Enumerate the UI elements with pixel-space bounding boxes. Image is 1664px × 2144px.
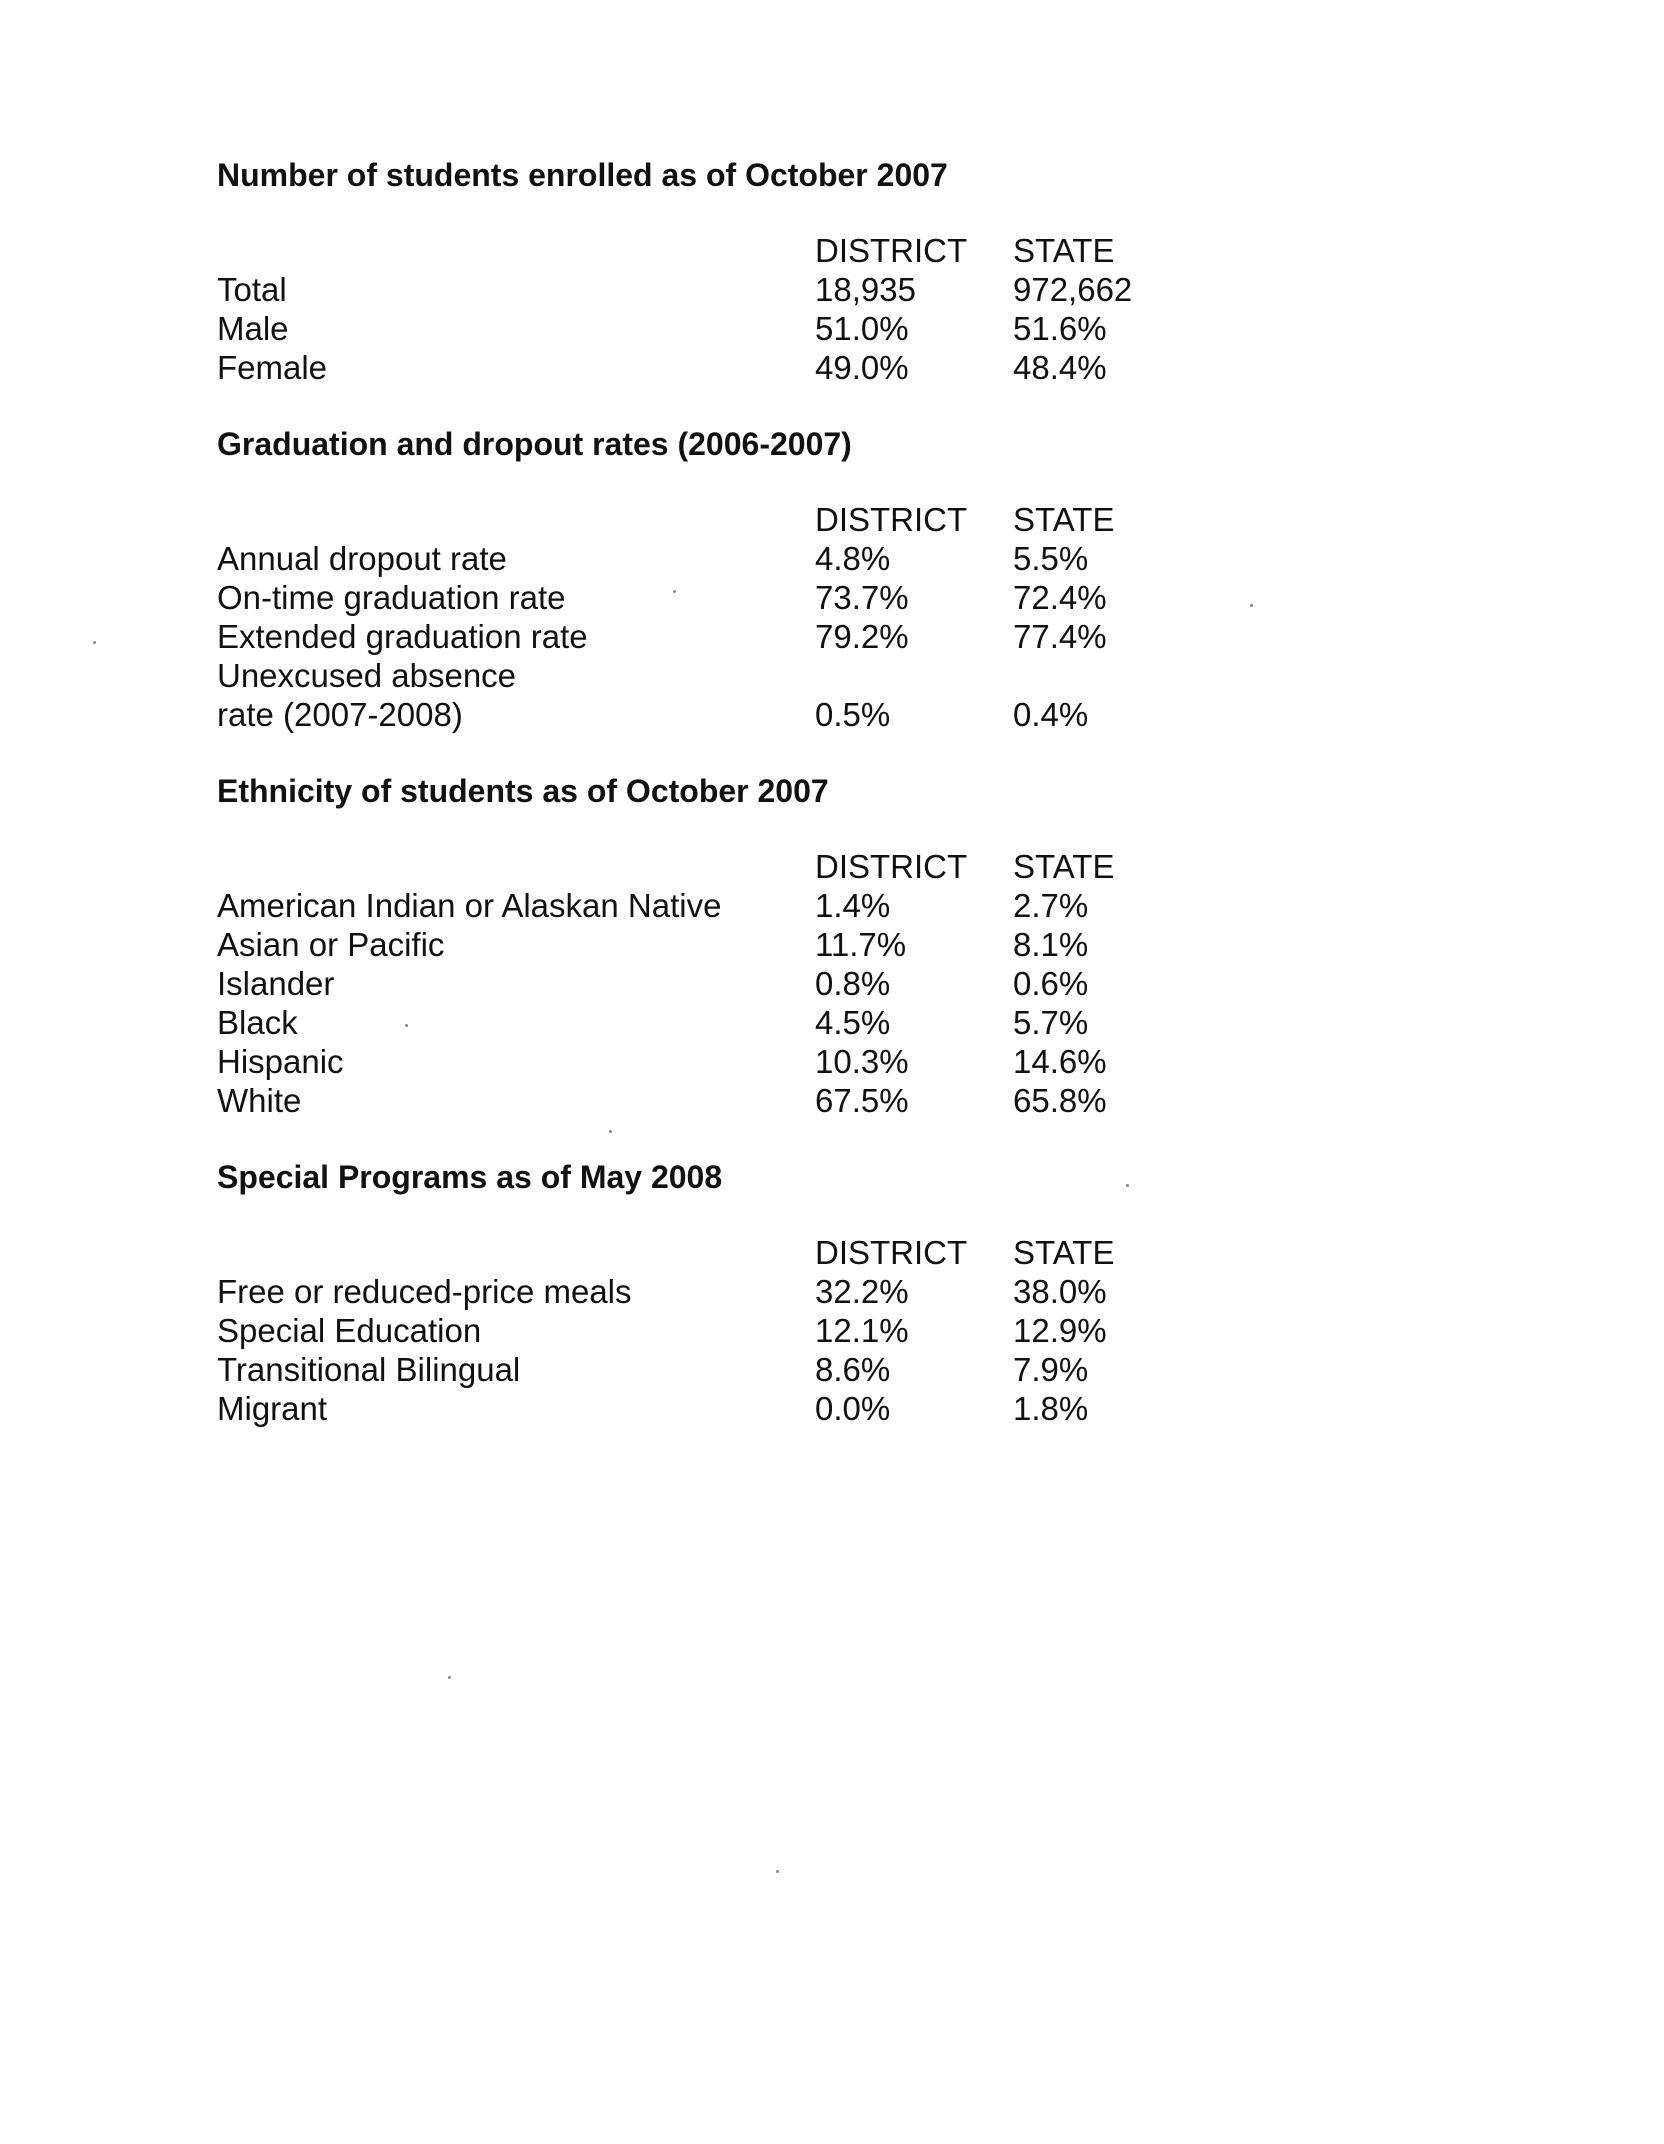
column-header-state: STATE bbox=[1013, 232, 1115, 269]
district-value: 11.7% bbox=[815, 926, 907, 963]
state-value: 12.9% bbox=[1013, 1312, 1107, 1349]
district-value: 4.8% bbox=[815, 540, 891, 577]
column-header-district: DISTRICT bbox=[815, 232, 968, 269]
scan-speck bbox=[405, 1024, 408, 1027]
state-value: 48.4% bbox=[1013, 349, 1107, 386]
district-value: 49.0% bbox=[815, 349, 909, 386]
column-header-state: STATE bbox=[1013, 501, 1115, 538]
state-value: 0.4% bbox=[1013, 696, 1089, 733]
district-value: 0.8% bbox=[815, 965, 891, 1002]
row-label: On-time graduation rate bbox=[217, 579, 566, 616]
district-value: 73.7% bbox=[815, 579, 909, 616]
state-value: 65.8% bbox=[1013, 1082, 1107, 1119]
district-value: 79.2% bbox=[815, 618, 909, 655]
district-value: 1.4% bbox=[815, 887, 891, 924]
state-value: 38.0% bbox=[1013, 1273, 1107, 1310]
district-value: 18,935 bbox=[815, 271, 916, 308]
row-label: White bbox=[217, 1082, 302, 1119]
district-value: 51.0% bbox=[815, 310, 909, 347]
row-label: Asian or Pacific bbox=[217, 926, 445, 963]
row-label: Islander bbox=[217, 965, 335, 1002]
column-header-state: STATE bbox=[1013, 1234, 1115, 1271]
district-value: 10.3% bbox=[815, 1043, 909, 1080]
state-value: 8.1% bbox=[1013, 926, 1089, 963]
scan-speck bbox=[1126, 1184, 1129, 1187]
state-value: 14.6% bbox=[1013, 1043, 1107, 1080]
state-value: 5.7% bbox=[1013, 1004, 1089, 1041]
row-label: Male bbox=[217, 310, 289, 347]
column-header-district: DISTRICT bbox=[815, 501, 968, 538]
row-label: rate (2007-2008) bbox=[217, 696, 463, 733]
district-value: 32.2% bbox=[815, 1273, 909, 1310]
row-label: American Indian or Alaskan Native bbox=[217, 887, 722, 924]
district-value: 0.0% bbox=[815, 1390, 891, 1427]
state-value: 2.7% bbox=[1013, 887, 1089, 924]
column-header-district: DISTRICT bbox=[815, 848, 968, 885]
district-value: 0.5% bbox=[815, 696, 891, 733]
state-value: 77.4% bbox=[1013, 618, 1107, 655]
district-value: 67.5% bbox=[815, 1082, 909, 1119]
scan-speck bbox=[448, 1676, 451, 1679]
district-value: 4.5% bbox=[815, 1004, 891, 1041]
scan-speck bbox=[776, 1870, 779, 1873]
row-label: Extended graduation rate bbox=[217, 618, 588, 655]
section-heading: Graduation and dropout rates (2006-2007) bbox=[217, 426, 852, 462]
district-value: 8.6% bbox=[815, 1351, 891, 1388]
row-label: Special Education bbox=[217, 1312, 482, 1349]
row-label: Female bbox=[217, 349, 328, 386]
scan-speck bbox=[93, 641, 96, 644]
state-value: 51.6% bbox=[1013, 310, 1107, 347]
section-heading: Special Programs as of May 2008 bbox=[217, 1159, 723, 1195]
section-heading: Number of students enrolled as of October 2007 bbox=[217, 157, 948, 193]
state-value: 1.8% bbox=[1013, 1390, 1089, 1427]
row-label: Transitional Bilingual bbox=[217, 1351, 521, 1388]
column-header-state: STATE bbox=[1013, 848, 1115, 885]
row-label: Annual dropout rate bbox=[217, 540, 507, 577]
row-label: Free or reduced-price meals bbox=[217, 1273, 632, 1310]
row-label: Hispanic bbox=[217, 1043, 344, 1080]
scan-speck bbox=[609, 1130, 612, 1133]
state-value: 72.4% bbox=[1013, 579, 1107, 616]
state-value: 7.9% bbox=[1013, 1351, 1089, 1388]
scan-speck bbox=[673, 590, 676, 593]
scan-speck bbox=[1250, 604, 1253, 607]
row-label: Black bbox=[217, 1004, 298, 1041]
state-value: 0.6% bbox=[1013, 965, 1089, 1002]
state-value: 5.5% bbox=[1013, 540, 1089, 577]
state-value: 972,662 bbox=[1013, 271, 1133, 308]
row-label: Unexcused absence bbox=[217, 657, 517, 694]
district-value: 12.1% bbox=[815, 1312, 909, 1349]
row-label: Total bbox=[217, 271, 287, 308]
row-label: Migrant bbox=[217, 1390, 328, 1427]
section-heading: Ethnicity of students as of October 2007 bbox=[217, 773, 829, 809]
column-header-district: DISTRICT bbox=[815, 1234, 968, 1271]
